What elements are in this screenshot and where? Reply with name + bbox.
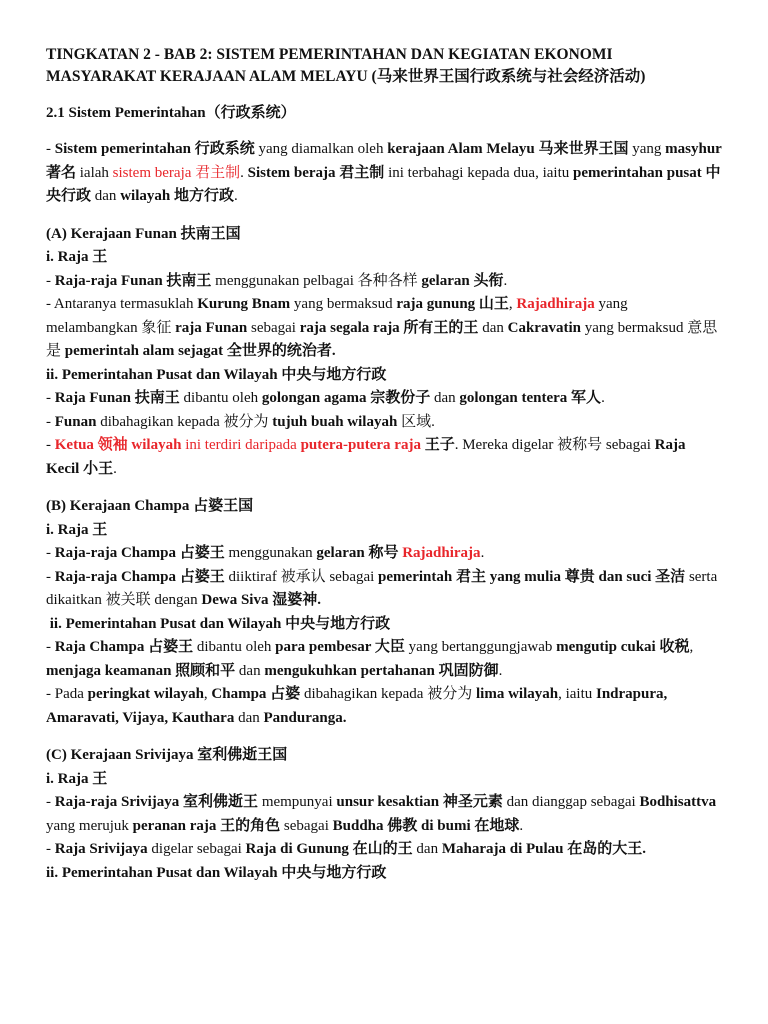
- text-run: dibantu oleh: [179, 390, 262, 406]
- text-run: 王子: [424, 437, 455, 453]
- champa-pusat-line: [46, 636, 722, 683]
- text-run: -: [46, 841, 55, 857]
- text-run: pemerintahan pusat 中央行政: [46, 164, 721, 204]
- text-run: dan: [430, 390, 460, 406]
- text-run: raja gunung 山王: [396, 296, 509, 312]
- section-funan: [46, 223, 722, 482]
- funan-pusat-line: [46, 411, 722, 435]
- text-run: Raja di Gunung 在山的王: [245, 841, 413, 857]
- text-run: yang bermaksud 意思是: [46, 319, 718, 359]
- text-run: Funan: [54, 413, 97, 430]
- text-run: ,: [203, 686, 212, 702]
- text-run: unsur kesaktian 神圣元素: [336, 794, 503, 810]
- text-run: -: [46, 272, 55, 289]
- text-run: ,: [508, 296, 517, 312]
- text-run: Bodhisattva: [639, 794, 717, 810]
- text-run: -: [46, 413, 55, 430]
- text-run: ini terbahagi kepada dua, iaitu: [384, 164, 573, 181]
- text-run: .: [240, 164, 248, 181]
- text-run: putera-putera raja: [300, 437, 421, 453]
- text-run: serta dikaitkan 被关联 dengan: [46, 568, 718, 608]
- text-run: Panduranga.: [263, 709, 347, 726]
- text-run: Raja-raja Srivijaya 室利佛逝王: [54, 794, 259, 810]
- text-run: ini terdiri daripada: [181, 437, 301, 453]
- text-run: Sistem pemerintahan 行政系统: [54, 141, 255, 157]
- text-run: dan dianggap sebagai: [502, 794, 640, 810]
- srivijaya-raja-line: [46, 791, 722, 838]
- text-run: , iaitu: [558, 686, 596, 702]
- text-run: Raja-raja Funan 扶南王: [54, 272, 212, 289]
- text-run: peranan raja 王的角色: [132, 817, 281, 834]
- text-run: pemerintah 君主 yang mulia 尊贵: [378, 568, 595, 585]
- text-run: dan: [478, 319, 508, 336]
- text-run: kerajaan Alam Melayu 马来世界王国: [387, 141, 629, 157]
- srivijaya-raja-line: [46, 838, 722, 862]
- text-run: .: [503, 272, 508, 289]
- text-run: sebagai: [247, 319, 300, 336]
- text-run: lima wilayah: [475, 686, 559, 702]
- srivijaya-raja-label: i. Raja 王: [46, 770, 108, 787]
- text-run: menggunakan pelbagai 各种各样: [211, 272, 422, 289]
- text-run: peringkat wilayah: [87, 686, 204, 702]
- text-run: dan: [91, 188, 121, 204]
- srivijaya-pusat-label: ii. Pemerintahan Pusat dan Wilayah 中央与地方行政: [46, 864, 387, 881]
- text-run: 区域.: [397, 413, 435, 430]
- text-run: Raja-raja Champa 占婆王: [54, 568, 225, 585]
- text-run: sistem beraja 君主制: [112, 164, 241, 181]
- text-run: - Antaranya termasuklah: [46, 296, 198, 312]
- funan-raja-line: [46, 270, 722, 294]
- text-run: wilayah 地方行政: [120, 188, 234, 204]
- text-run: golongan agama 宗教份子: [261, 390, 431, 406]
- text-run: . Mereka digelar 被称号 sebagai: [454, 437, 655, 453]
- text-run: masyhur 著名: [46, 141, 722, 181]
- text-run: .: [233, 188, 238, 204]
- text-run: gelaran 头衔: [421, 272, 504, 289]
- text-run: pemerintah alam sejagat 全世界的统治者.: [64, 343, 336, 359]
- text-run: -: [46, 545, 55, 561]
- text-run: -: [46, 437, 55, 453]
- text-run: -: [46, 568, 55, 585]
- text-run: para pembesar 大臣: [275, 639, 405, 655]
- text-run: Raja Srivijaya: [54, 841, 148, 857]
- text-run: .: [519, 817, 524, 834]
- text-run: -: [46, 794, 55, 810]
- text-run: ,: [689, 639, 694, 655]
- text-run: dibantu oleh: [193, 639, 276, 655]
- champa-heading: (B) Kerajaan Champa 占婆王国: [46, 498, 254, 514]
- text-run: Ketua 领袖 wilayah: [54, 437, 182, 453]
- srivijaya-heading: (C) Kerajaan Srivijaya 室利佛逝王国: [46, 747, 288, 763]
- text-run: Raja-raja Champa 占婆王: [54, 545, 225, 561]
- section-champa: [46, 495, 722, 730]
- text-run: .: [480, 545, 485, 561]
- section-srivijaya: [46, 744, 722, 885]
- text-run: -: [46, 639, 55, 655]
- text-run: diiktiraf 被承认 sebagai: [224, 568, 379, 585]
- text-run: gelaran 称号: [316, 545, 399, 561]
- champa-pusat-label: ii. Pemerintahan Pusat dan Wilayah 中央与地方行政: [46, 615, 391, 632]
- text-run: yang: [628, 141, 666, 157]
- text-run: Maharaja di Pulau 在岛的大王.: [441, 841, 647, 857]
- champa-raja-line: [46, 542, 722, 566]
- text-run: Kurung Bnam: [197, 296, 291, 312]
- text-run: raja segala raja 所有王的王: [299, 319, 479, 336]
- text-run: Sistem beraja 君主制: [247, 164, 385, 181]
- text-run: yang diamalkan oleh: [254, 141, 388, 157]
- document-title: TINGKATAN 2 - BAB 2: SISTEM PEMERINTAHAN DAN KEGIATAN EKONOMI MASYARAKAT KERAJAAN ALAM MELAYU (马来世界王国行政系统与社会经济活动): [46, 46, 646, 85]
- text-run: Champa 占婆: [211, 686, 301, 702]
- text-run: dan suci 圣洁: [598, 568, 686, 585]
- text-run: .: [498, 662, 503, 679]
- text-run: mengutip cukai 收税: [556, 639, 690, 655]
- text-run: -: [46, 141, 55, 157]
- text-run: dibahagikan kepada 被分为: [300, 686, 476, 702]
- text-run: Raja Champa 占婆王: [54, 639, 194, 655]
- text-run: Indrapura, Amaravati, Vijaya, Kauthara: [46, 686, 668, 726]
- text-run: Raja Funan 扶南王: [54, 390, 180, 406]
- text-run: - Pada: [46, 686, 88, 702]
- text-run: yang merujuk: [46, 817, 133, 834]
- funan-raja-label: i. Raja 王: [46, 249, 108, 265]
- funan-pusat-line: [46, 387, 722, 411]
- text-run: Cakravatin: [507, 319, 581, 336]
- text-run: menggunakan: [224, 545, 317, 561]
- text-run: Buddha 佛教 di bumi 在地球: [332, 817, 520, 834]
- text-run: -: [46, 390, 55, 406]
- text-run: raja Funan: [175, 319, 248, 336]
- intro-paragraph: [46, 138, 722, 209]
- text-run: Raja Kecil 小王: [46, 437, 686, 477]
- text-run: .: [601, 390, 605, 406]
- text-run: menjaga keamanan 照顾和平: [46, 662, 236, 679]
- text-run: yang bermaksud: [290, 296, 397, 312]
- text-run: Rajadhiraja: [516, 296, 595, 312]
- text-run: tujuh buah wilayah: [272, 413, 398, 430]
- funan-pusat-line: [46, 434, 722, 481]
- text-run: mengukuhkan pertahanan 巩固防御: [264, 662, 499, 679]
- champa-raja-label: i. Raja 王: [46, 521, 108, 538]
- text-run: Rajadhiraja: [402, 545, 481, 561]
- text-run: mempunyai: [258, 794, 337, 810]
- text-run: dibahagikan kepada 被分为: [96, 413, 273, 430]
- text-run: .: [113, 460, 117, 477]
- text-run: Dewa Siva 湿婆神.: [201, 592, 321, 608]
- section-heading-2-1: 2.1 Sistem Pemerintahan（行政系统）: [46, 105, 296, 121]
- text-run: dan: [412, 841, 442, 857]
- text-run: yang melambangkan 象征: [46, 296, 628, 336]
- champa-pusat-line: [46, 683, 722, 730]
- funan-pusat-label: ii. Pemerintahan Pusat dan Wilayah 中央与地方行政: [46, 366, 387, 383]
- text-run: ialah: [76, 164, 113, 181]
- text-run: golongan tentera 军人: [459, 390, 602, 406]
- text-run: yang bertanggungjawab: [404, 639, 557, 655]
- funan-raja-line: [46, 293, 722, 364]
- champa-raja-line: [46, 566, 722, 613]
- text-run: dan: [235, 662, 265, 679]
- text-run: sebagai: [280, 817, 333, 834]
- funan-heading: (A) Kerajaan Funan 扶南王国: [46, 225, 241, 242]
- text-run: dan: [234, 709, 264, 726]
- text-run: digelar sebagai: [147, 841, 246, 857]
